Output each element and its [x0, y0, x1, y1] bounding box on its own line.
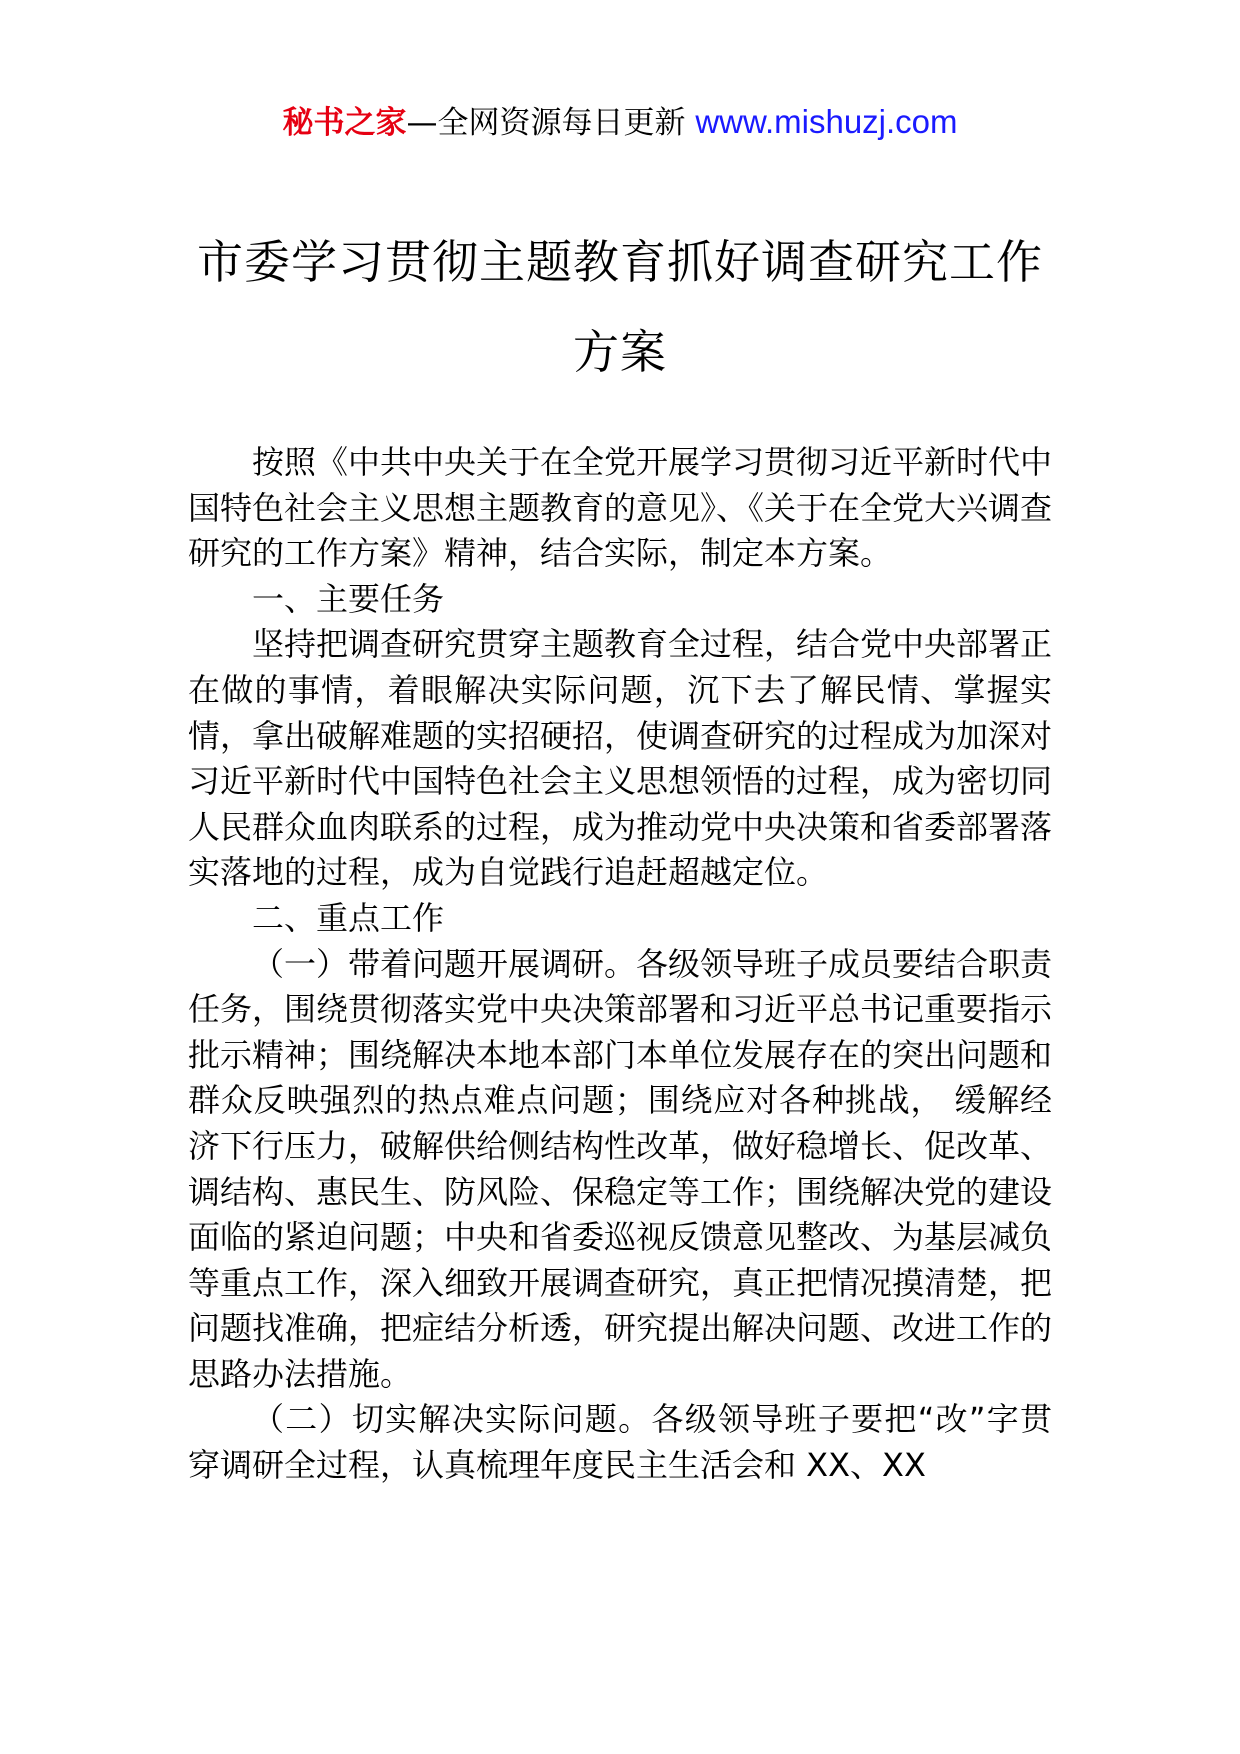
section-heading-key-work: 二、重点工作	[252, 898, 445, 937]
brand-name: 秘书之家	[282, 105, 407, 141]
site-banner	[0, 100, 1240, 145]
document-body	[188, 440, 1052, 1489]
document-title-line-2: 方案	[573, 325, 667, 379]
banner-tagline: —全网资源每日更新	[406, 105, 696, 141]
main-tasks-paragraph: 坚持把调查研究贯穿主题教育全过程，结合党中央部署正在做的事情，着眼解决实际问题，沉下去了解民情、掌握实情，拿出破解难题的实招硬招，使调查研究的过程成为加深对习近平新时代中国特色社会主义思想领悟的过程，成为密切同人民群众血肉联系的过程，成为推动党中央决策和省委部署落实落地的过程，成为自觉践行追赶超越定位。	[188, 625, 1053, 892]
key-work-item-1: （一）带着问题开展调研。各级领导班子成员要结合职责任务，围绕贯彻落实党中央决策部署和习近平总书记重要指示批示精神；围绕解决本地本部门本单位发展存在的突出问题和群众反映强烈的热点难点问题；围绕应对各种挑战， 缓解经济下行压力，破解供给侧结构性改革，做好稳增长、促改革、调结构、惠民生、防风险、保稳定等工作；围绕解决党的建设面临的紧迫问题；中央和省委巡视反馈意见整改、为基层减负等重点工作，深入细致开展调查研究，真正把情况摸清楚，把问题找准确，把症结分析透，研究提出解决问题、改进工作的思路办法措施。	[188, 944, 1053, 1393]
key-work-item-2: （二）切实解决实际问题。各级领导班子要把“改”字贯穿调研全过程，认真梳理年度民主生活会和 XX、XX	[188, 1400, 1052, 1485]
section-heading-main-tasks: 一、主要任务	[252, 579, 445, 618]
document-title-line-1: 市委学习贯彻主题教育抓好调查研究工作	[197, 235, 1043, 289]
intro-paragraph: 按照《中共中央关于在全党开展学习贯彻习近平新时代中国特色社会主义思想主题教育的意见》、《关于在全党大兴调查研究的工作方案》精神，结合实际，制定本方案。	[188, 443, 1053, 573]
site-url-link[interactable]: www.mishuzj.com	[695, 103, 958, 140]
